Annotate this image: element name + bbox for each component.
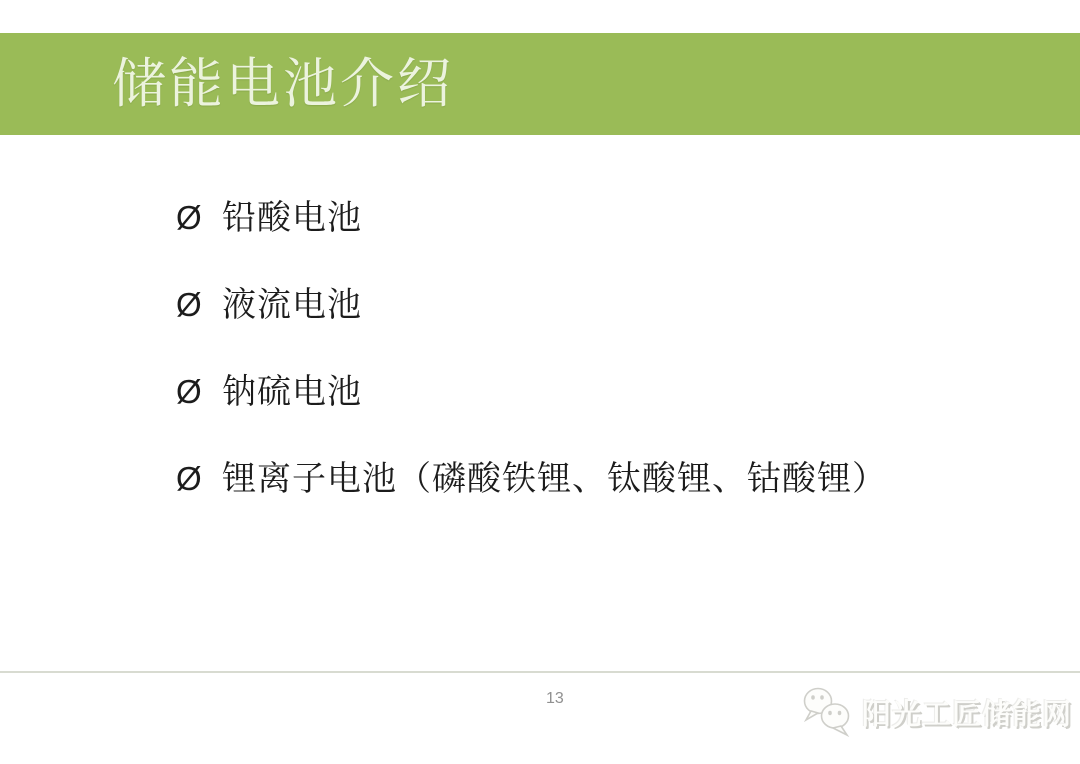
- bullet-text: 液流电池: [222, 287, 362, 324]
- page-title: 储能电池介绍: [112, 54, 454, 114]
- bullet-text: 铅酸电池: [222, 200, 362, 237]
- bullet-marker-icon: Ø: [176, 199, 202, 236]
- list-item: [176, 196, 936, 240]
- bullet-text: 锂离子电池（磷酸铁锂、钛酸锂、钴酸锂）: [222, 461, 887, 498]
- watermark: [798, 684, 1072, 740]
- list-item: [176, 370, 936, 414]
- bullet-text: 钠硫电池: [222, 374, 362, 411]
- footer-divider: [0, 671, 1080, 673]
- bullet-marker-icon: Ø: [176, 373, 202, 410]
- slide-title-bar: [0, 33, 1080, 135]
- bullet-list: [176, 196, 936, 544]
- page-number: 13: [546, 690, 564, 707]
- wechat-bubbles-icon: [798, 684, 856, 740]
- list-item: [176, 457, 936, 501]
- bullet-marker-icon: Ø: [176, 460, 202, 497]
- watermark-label: 阳光工匠储能网: [862, 698, 1073, 731]
- bullet-marker-icon: Ø: [176, 286, 202, 323]
- list-item: [176, 283, 936, 327]
